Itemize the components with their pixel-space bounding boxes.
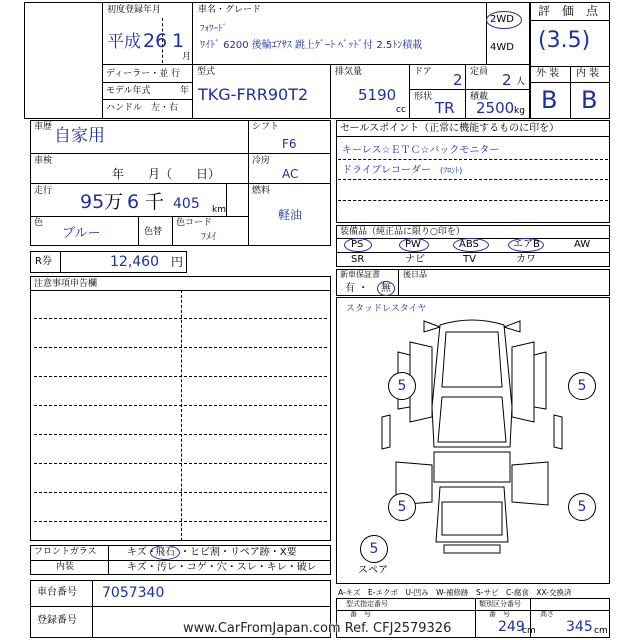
note-line bbox=[34, 318, 327, 319]
first-registration-label: 初度登録年月 bbox=[107, 5, 162, 15]
equip-ps: PS bbox=[351, 239, 364, 250]
color-label: 色 bbox=[34, 218, 44, 228]
mileage-man: 95 bbox=[80, 191, 105, 213]
length-unit: cm bbox=[522, 626, 536, 636]
man-unit: 万 bbox=[104, 191, 124, 213]
displacement-value: 5190 bbox=[358, 86, 397, 104]
equip-navi: ナビ bbox=[405, 254, 425, 265]
note-line bbox=[34, 463, 327, 464]
mileage-rest: 405 bbox=[173, 196, 200, 212]
front-glass-label: フロントガラス bbox=[34, 547, 97, 557]
equipment-label: 装備品（純正品に限り○印を） bbox=[340, 227, 465, 237]
tire-spare: 5 bbox=[360, 535, 388, 563]
load-label: 積載 bbox=[470, 92, 489, 102]
dealer-label: ディーラー・並 行 bbox=[106, 69, 181, 79]
ac-value: AC bbox=[282, 167, 299, 181]
type-label: 型式 bbox=[197, 67, 216, 77]
color-swap-label: 色替 bbox=[144, 227, 163, 237]
note-line bbox=[34, 405, 327, 406]
warranty-selected: 無 bbox=[381, 283, 391, 294]
shape-value: TR bbox=[435, 99, 455, 117]
tire-front-right: 5 bbox=[568, 372, 596, 400]
recycle-unit: 円 bbox=[171, 255, 184, 269]
right-bed-outline bbox=[512, 462, 548, 505]
km-unit: km bbox=[212, 205, 226, 215]
registration-era: 平成 bbox=[107, 32, 141, 52]
type-class-sub: 番 号 bbox=[350, 610, 371, 618]
equip-airbag: エアB bbox=[513, 239, 540, 250]
exterior-label: 外 装 bbox=[536, 68, 560, 79]
sales-points-label: セールスポイント（正常に機能するものに印を） bbox=[340, 123, 560, 134]
note-line bbox=[34, 492, 327, 493]
fuel-value: 軽油 bbox=[278, 208, 303, 222]
note-line bbox=[34, 347, 327, 348]
sales-point-line-1: キーレス☆ＥＴＣ☆バックモニター bbox=[342, 145, 500, 156]
interior-grade: B bbox=[581, 86, 598, 114]
right-mirror-shape bbox=[504, 321, 520, 332]
overall-score: (3.5) bbox=[538, 28, 591, 53]
car-name-label: 車名・グレード bbox=[198, 5, 262, 15]
bed-floor-outline bbox=[436, 487, 508, 542]
note-line bbox=[34, 434, 327, 435]
left-side-step bbox=[382, 415, 390, 449]
equip-abs: ABS bbox=[459, 239, 479, 250]
notes-label: 注意事項申告欄 bbox=[34, 279, 98, 289]
tire-rear-left: 5 bbox=[388, 493, 416, 521]
cab-outline bbox=[432, 320, 512, 447]
equip-pw: PW bbox=[405, 239, 421, 250]
color-value: ブルー bbox=[62, 226, 101, 241]
warranty-options: 有 ・ bbox=[345, 283, 369, 294]
rear-body-outline bbox=[434, 452, 510, 482]
note-line bbox=[34, 521, 327, 522]
glass-items-after: ・ヒビ割・リペア跡・X要 bbox=[180, 547, 297, 558]
cc-unit: cc bbox=[396, 105, 406, 115]
studless-tire-note: スタッドレスタイヤ bbox=[346, 304, 427, 314]
windshield-outline bbox=[442, 332, 502, 387]
door-value: 2 bbox=[453, 71, 463, 89]
score-label: 評 価 点 bbox=[538, 4, 599, 18]
equip-leather: カワ bbox=[516, 254, 536, 265]
car-grade: ﾜｲﾄﾞ 6200 後輪ｴｱｻｽ 跳上ｹﾞｰﾄ ﾍﾞｯﾄﾞ付 2.5ﾄﾝ積載 bbox=[200, 40, 423, 51]
capacity-unit: 人 bbox=[516, 77, 526, 87]
sen-unit: 千 bbox=[145, 191, 165, 213]
mileage-sen: 6 bbox=[127, 191, 140, 213]
tire-front-left: 5 bbox=[388, 372, 416, 400]
height-value: 345 bbox=[566, 619, 593, 635]
recycle-amount: 12,460 bbox=[110, 254, 159, 270]
interior-label: 内装 bbox=[56, 562, 75, 572]
registration-month: 1 bbox=[172, 30, 185, 52]
glass-items-before: キズ・ bbox=[127, 547, 157, 558]
inspection-date: 年 月（ 日） bbox=[112, 167, 221, 181]
fuel-label: 燃料 bbox=[252, 186, 271, 196]
chassis-label: 車台番号 bbox=[37, 587, 77, 598]
shift-value: F6 bbox=[282, 137, 297, 151]
exterior-grade: B bbox=[541, 86, 558, 114]
category-sub: 番 号 bbox=[489, 610, 510, 618]
interior-items: キズ・汚レ・コゲ・穴・スレ・キレ・破レ bbox=[127, 562, 317, 573]
displacement-label: 排気量 bbox=[335, 67, 363, 77]
capacity-label: 定員 bbox=[470, 67, 489, 77]
note-line bbox=[34, 376, 327, 377]
equip-aw: AW bbox=[574, 239, 591, 250]
damage-legend: A-キズ E-エクボ U-凹み W-補修跡 S-サビ C-腐食 XX-交換済 bbox=[338, 588, 572, 597]
glass-selected: 飛石 bbox=[155, 547, 175, 558]
equip-sr: SR bbox=[351, 254, 365, 265]
recycle-label: R券 bbox=[35, 256, 52, 267]
registration-label: 登録番号 bbox=[37, 615, 77, 626]
sales-point-line-2: ドライブレコーダー bbox=[342, 165, 431, 176]
inspection-label: 車検 bbox=[34, 156, 53, 166]
right-door-outline bbox=[512, 342, 534, 422]
type-class-label: 型式指定番号 bbox=[346, 600, 388, 608]
color-code-value: ﾌﾒｲ bbox=[201, 232, 216, 243]
registration-year: 26 bbox=[143, 30, 168, 52]
month-unit: 月 bbox=[182, 52, 192, 62]
roof-outline bbox=[438, 397, 506, 442]
watermark: www.CarFromJapan.com Ref. CFJ2579326 bbox=[183, 621, 452, 636]
color-code-label: 色コード bbox=[176, 218, 213, 228]
use-label: 車歴 bbox=[34, 122, 53, 132]
capacity-value: 2 bbox=[502, 71, 512, 89]
right-side-step bbox=[554, 415, 562, 449]
tailgate-outline bbox=[442, 502, 502, 535]
tire-rear-right: 5 bbox=[568, 493, 596, 521]
shape-label: 形状 bbox=[414, 92, 433, 102]
equip-tv: TV bbox=[463, 254, 476, 265]
model-year-label: モデル年式 bbox=[106, 86, 151, 96]
use-value: 自家用 bbox=[54, 126, 105, 146]
shift-label: シフト bbox=[252, 122, 280, 132]
rear-bumper-outline bbox=[444, 545, 500, 553]
interior-label: 内 装 bbox=[576, 68, 600, 79]
category-label: 類別区分番号 bbox=[479, 600, 521, 608]
height-label: 高さ bbox=[540, 610, 554, 618]
load-value: 2500 bbox=[476, 99, 515, 117]
car-name: ﾌｫﾜｰﾄﾞ bbox=[200, 24, 228, 34]
chassis-number: 7057340 bbox=[102, 585, 165, 601]
handle-label: ハンドル 左・右 bbox=[106, 103, 179, 113]
drive-2wd: 2WD bbox=[490, 14, 514, 25]
warranty-label: 新車保証書 bbox=[340, 270, 380, 279]
mileage-label: 走行 bbox=[34, 186, 53, 196]
right-fender-outline bbox=[534, 352, 546, 409]
height-unit: cm bbox=[594, 626, 608, 636]
type-value: TKG-FRR90T2 bbox=[198, 85, 309, 104]
later-items-label: 後日品 bbox=[403, 270, 427, 279]
recycle-box bbox=[30, 251, 187, 273]
sales-point-line-2-note: (ﾌﾛﾝﾄ) bbox=[440, 166, 463, 175]
ac-label: 冷房 bbox=[252, 156, 271, 166]
load-unit: kg bbox=[514, 106, 525, 116]
left-mirror-shape bbox=[424, 321, 440, 332]
length-value: 249 bbox=[498, 619, 525, 635]
drive-4wd: 4WD bbox=[490, 42, 514, 53]
door-label: ドア bbox=[414, 67, 432, 77]
model-year-unit: 年 bbox=[180, 86, 190, 96]
spare-label: スペア bbox=[358, 565, 388, 576]
